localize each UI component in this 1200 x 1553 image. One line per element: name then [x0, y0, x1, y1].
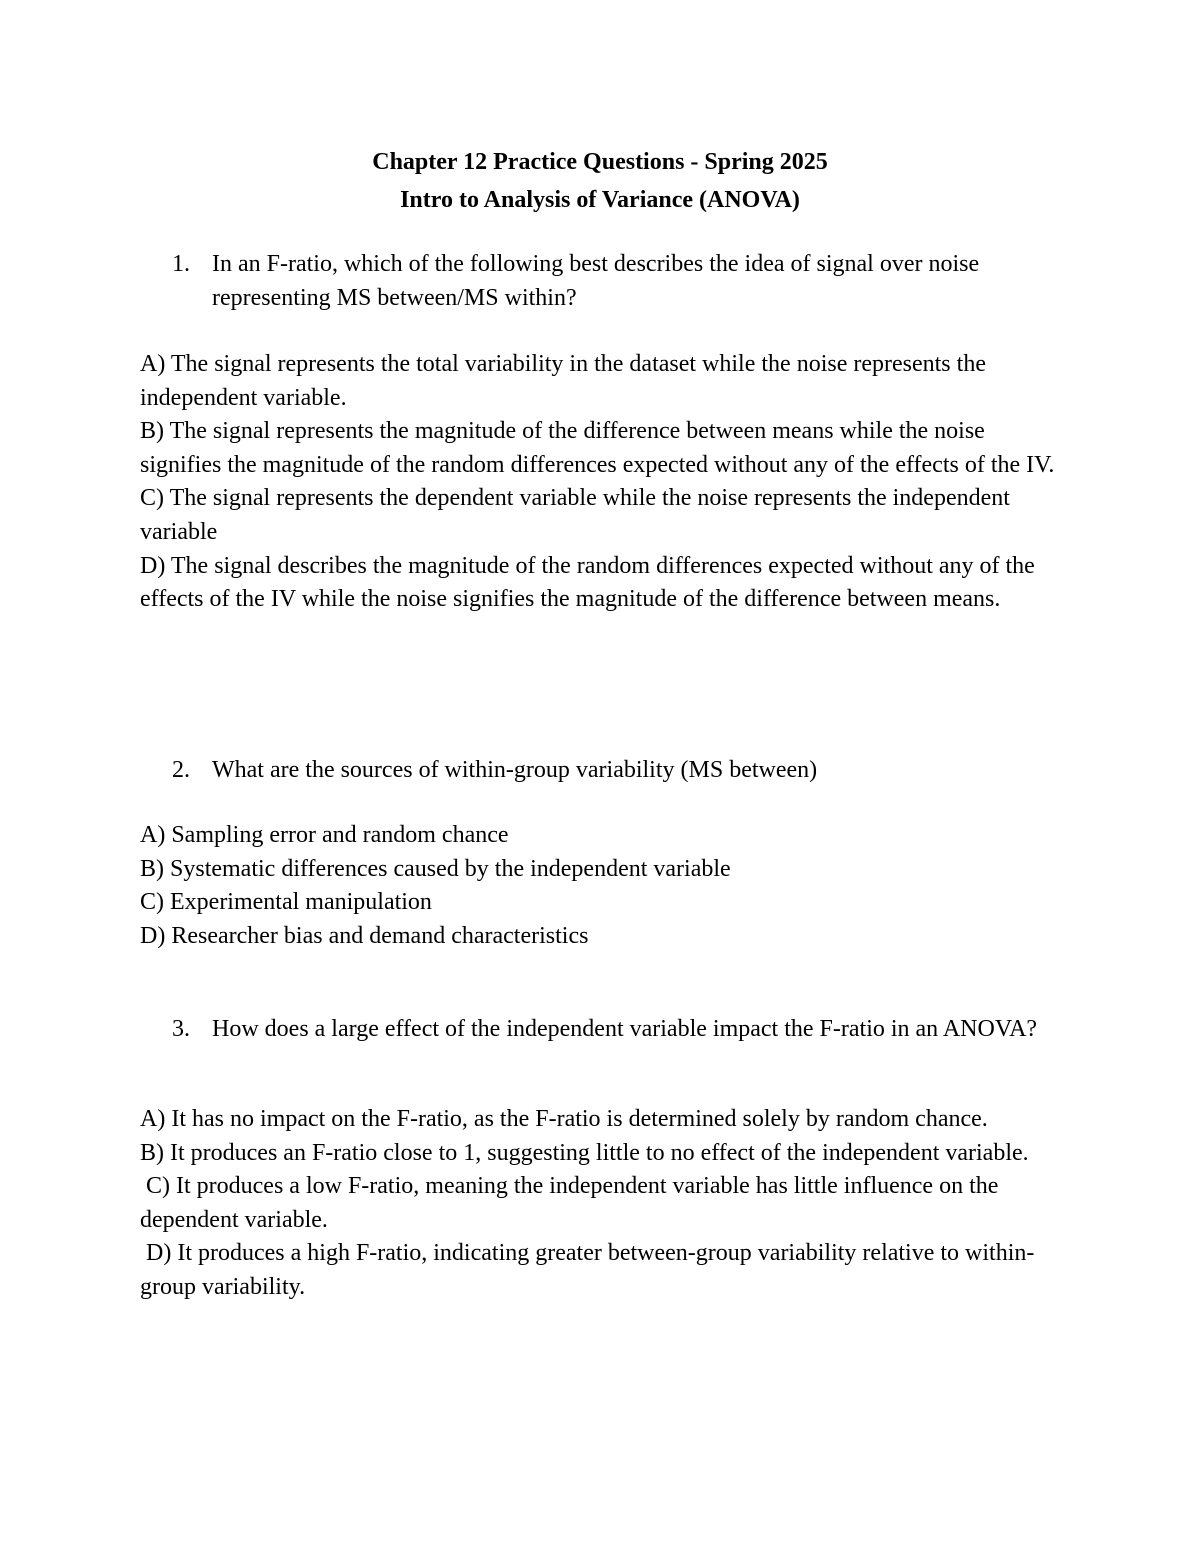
question-2-text: What are the sources of within-group variability (MS between) — [212, 757, 818, 783]
question-2-options — [140, 819, 1070, 953]
question-1-options — [140, 348, 1070, 617]
question-3-text: How does a large effect of the independent variable impact the F-ratio in an ANOVA? — [212, 1016, 1038, 1042]
question-3-option-a: A) It has no impact on the F-ratio, as the F-ratio is determined solely by random chance. — [140, 1106, 988, 1132]
question-1 — [172, 247, 1052, 315]
question-2-option-b: B) Systematic differences caused by the independent variable — [140, 855, 731, 882]
question-1-option-d: D) The signal describes the magnitude of the random differences expected without any of the effects of the IV while the noise signifies the magnitude of the difference between means. — [140, 552, 1035, 613]
document-title — [0, 143, 1200, 219]
title-line-1: Chapter 12 Practice Questions - Spring 2025 — [372, 149, 828, 175]
question-1-option-b: B) The signal represents the magnitude of the difference between means while the noise signifies the magnitude of the random differences expected without any of the effects of the IV. — [140, 418, 1055, 478]
question-3-option-c: C) It produces a low F-ratio, meaning the independent variable has little influence on the dependent variable. — [140, 1173, 1005, 1233]
question-2-option-c: C) Experimental manipulation — [140, 889, 432, 916]
question-3-option-b: B) It produces an F-ratio close to 1, suggesting little to no effect of the independent variable. — [140, 1139, 1029, 1166]
question-3-number: 3. — [172, 1016, 190, 1042]
question-3 — [172, 1012, 1052, 1046]
question-1-option-a: A) The signal represents the total variability in the dataset while the noise represents the independent variable. — [140, 351, 986, 411]
question-2-option-d: D) Researcher bias and demand characteristics — [140, 922, 589, 949]
question-2-number: 2. — [172, 757, 190, 783]
question-1-number: 1. — [172, 251, 190, 277]
question-1-text: In an F-ratio, which of the following best describes the idea of signal over noise representing MS between/MS within? — [212, 251, 980, 311]
title-line-2: Intro to Analysis of Variance (ANOVA) — [400, 187, 800, 213]
question-1-option-c: C) The signal represents the dependent variable while the noise represents the independent variable — [140, 485, 1010, 545]
question-3-option-d: D) It produces a high F-ratio, indicating greater between-group variability relative to within-group variability. — [140, 1240, 1035, 1300]
question-2-option-a: A) Sampling error and random chance — [140, 822, 509, 848]
question-3-options — [140, 1103, 1070, 1305]
question-2 — [172, 753, 1052, 787]
